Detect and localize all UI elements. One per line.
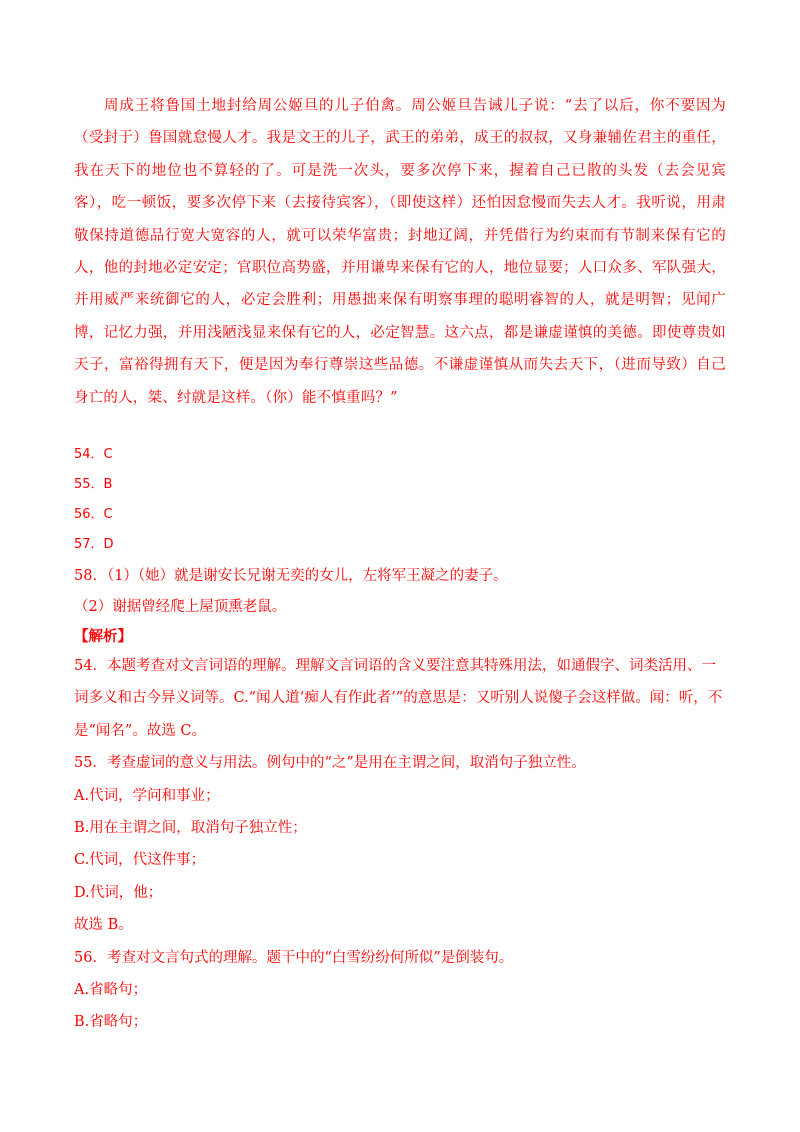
analysis-line: A.代词，学问和事业； — [74, 787, 220, 804]
answer-55: 55．B — [74, 477, 113, 492]
analysis-line: B.用在主谓之间，取消句子独立性； — [74, 820, 307, 837]
translation-paragraph: 周成王将鲁国土地封给周公姬旦的儿子伯禽。周公姬旦告诫儿子说：“去了以后，你不要因为（受封于）鲁国就怠慢人才。我是文王的儿子，武王的弟弟，成王的叔叔，又身兼辅佐君主的重任，我在天下的地位也不算轻的了。可是洗一次头，要多次停下来，握着自己已散的头发（去会见宾客），吃一顿饭，要多次停下来（去接待宾客），（即使这样）还怕因怠慢而失去人才。我听说，用肃敬保持道德品行宽大宽容的人，就可以荣华富贵；封地辽阔，并凭借行为约束而有节制来保有它的人，他的封地必定安定；官职位高势盛，并用谦卑来保有它的人，地位显要；人口众多、军队强大，并用威严来统御它的人，必定会胜利；用愚拙来保有明察事理的聪明睿智的人，就是明智；见闻广博，记忆力强，并用浅陋浅显来保有它的人，必定智慧。这六点，都是谦虚谨慎的美德。即使尊贵如天子，富裕得拥有天下，便是因为奉行尊崇这些品德。不谦虚谨慎从而失去天下，（进而导致）自己身亡的人，桀、纣就是这样。（你）能不慎重吗？” — [74, 98, 726, 406]
analysis-line: 故选 B。 — [74, 917, 133, 934]
answer-58-part-1: 58．（1）（她）就是谢安长兄谢无奕的女儿，左将军王凝之的妻子。 — [74, 568, 508, 584]
answer-56: 56．C — [74, 507, 113, 522]
analysis-line: A.省略句； — [74, 982, 148, 999]
analysis-line: 56．考查对文言句式的理解。题干中的“白雪纷纷何所似”是倒装句。 — [74, 949, 514, 966]
answer-54: 54．C — [74, 447, 113, 462]
analysis-body — [74, 650, 726, 1039]
analysis-line: C.代词，代这件事； — [74, 852, 206, 869]
analysis-line: B.省略句； — [74, 1014, 148, 1031]
analysis-line: 54．本题考查对文言词语的理解。理解文言词语的含义要注意其特殊用法，如通假字、词类活用、一词多义和古今异义词等。C.“闻人道‘痴人有作此者’”的意思是：又听别人说傻子会这样做。闻：听，不是“闻名”。故选 C。 — [74, 658, 723, 739]
analysis-line: 55．考查虚词的意义与用法。例句中的“之”是用在主谓之间，取消句子独立性。 — [74, 755, 586, 772]
analysis-heading: 【解析】 — [74, 628, 132, 645]
analysis-line: D.代词，他； — [74, 884, 163, 901]
answer-57: 57．D — [74, 537, 114, 552]
answer-58-part-2: （2）谢据曾经爬上屋顶熏老鼠。 — [74, 599, 287, 615]
